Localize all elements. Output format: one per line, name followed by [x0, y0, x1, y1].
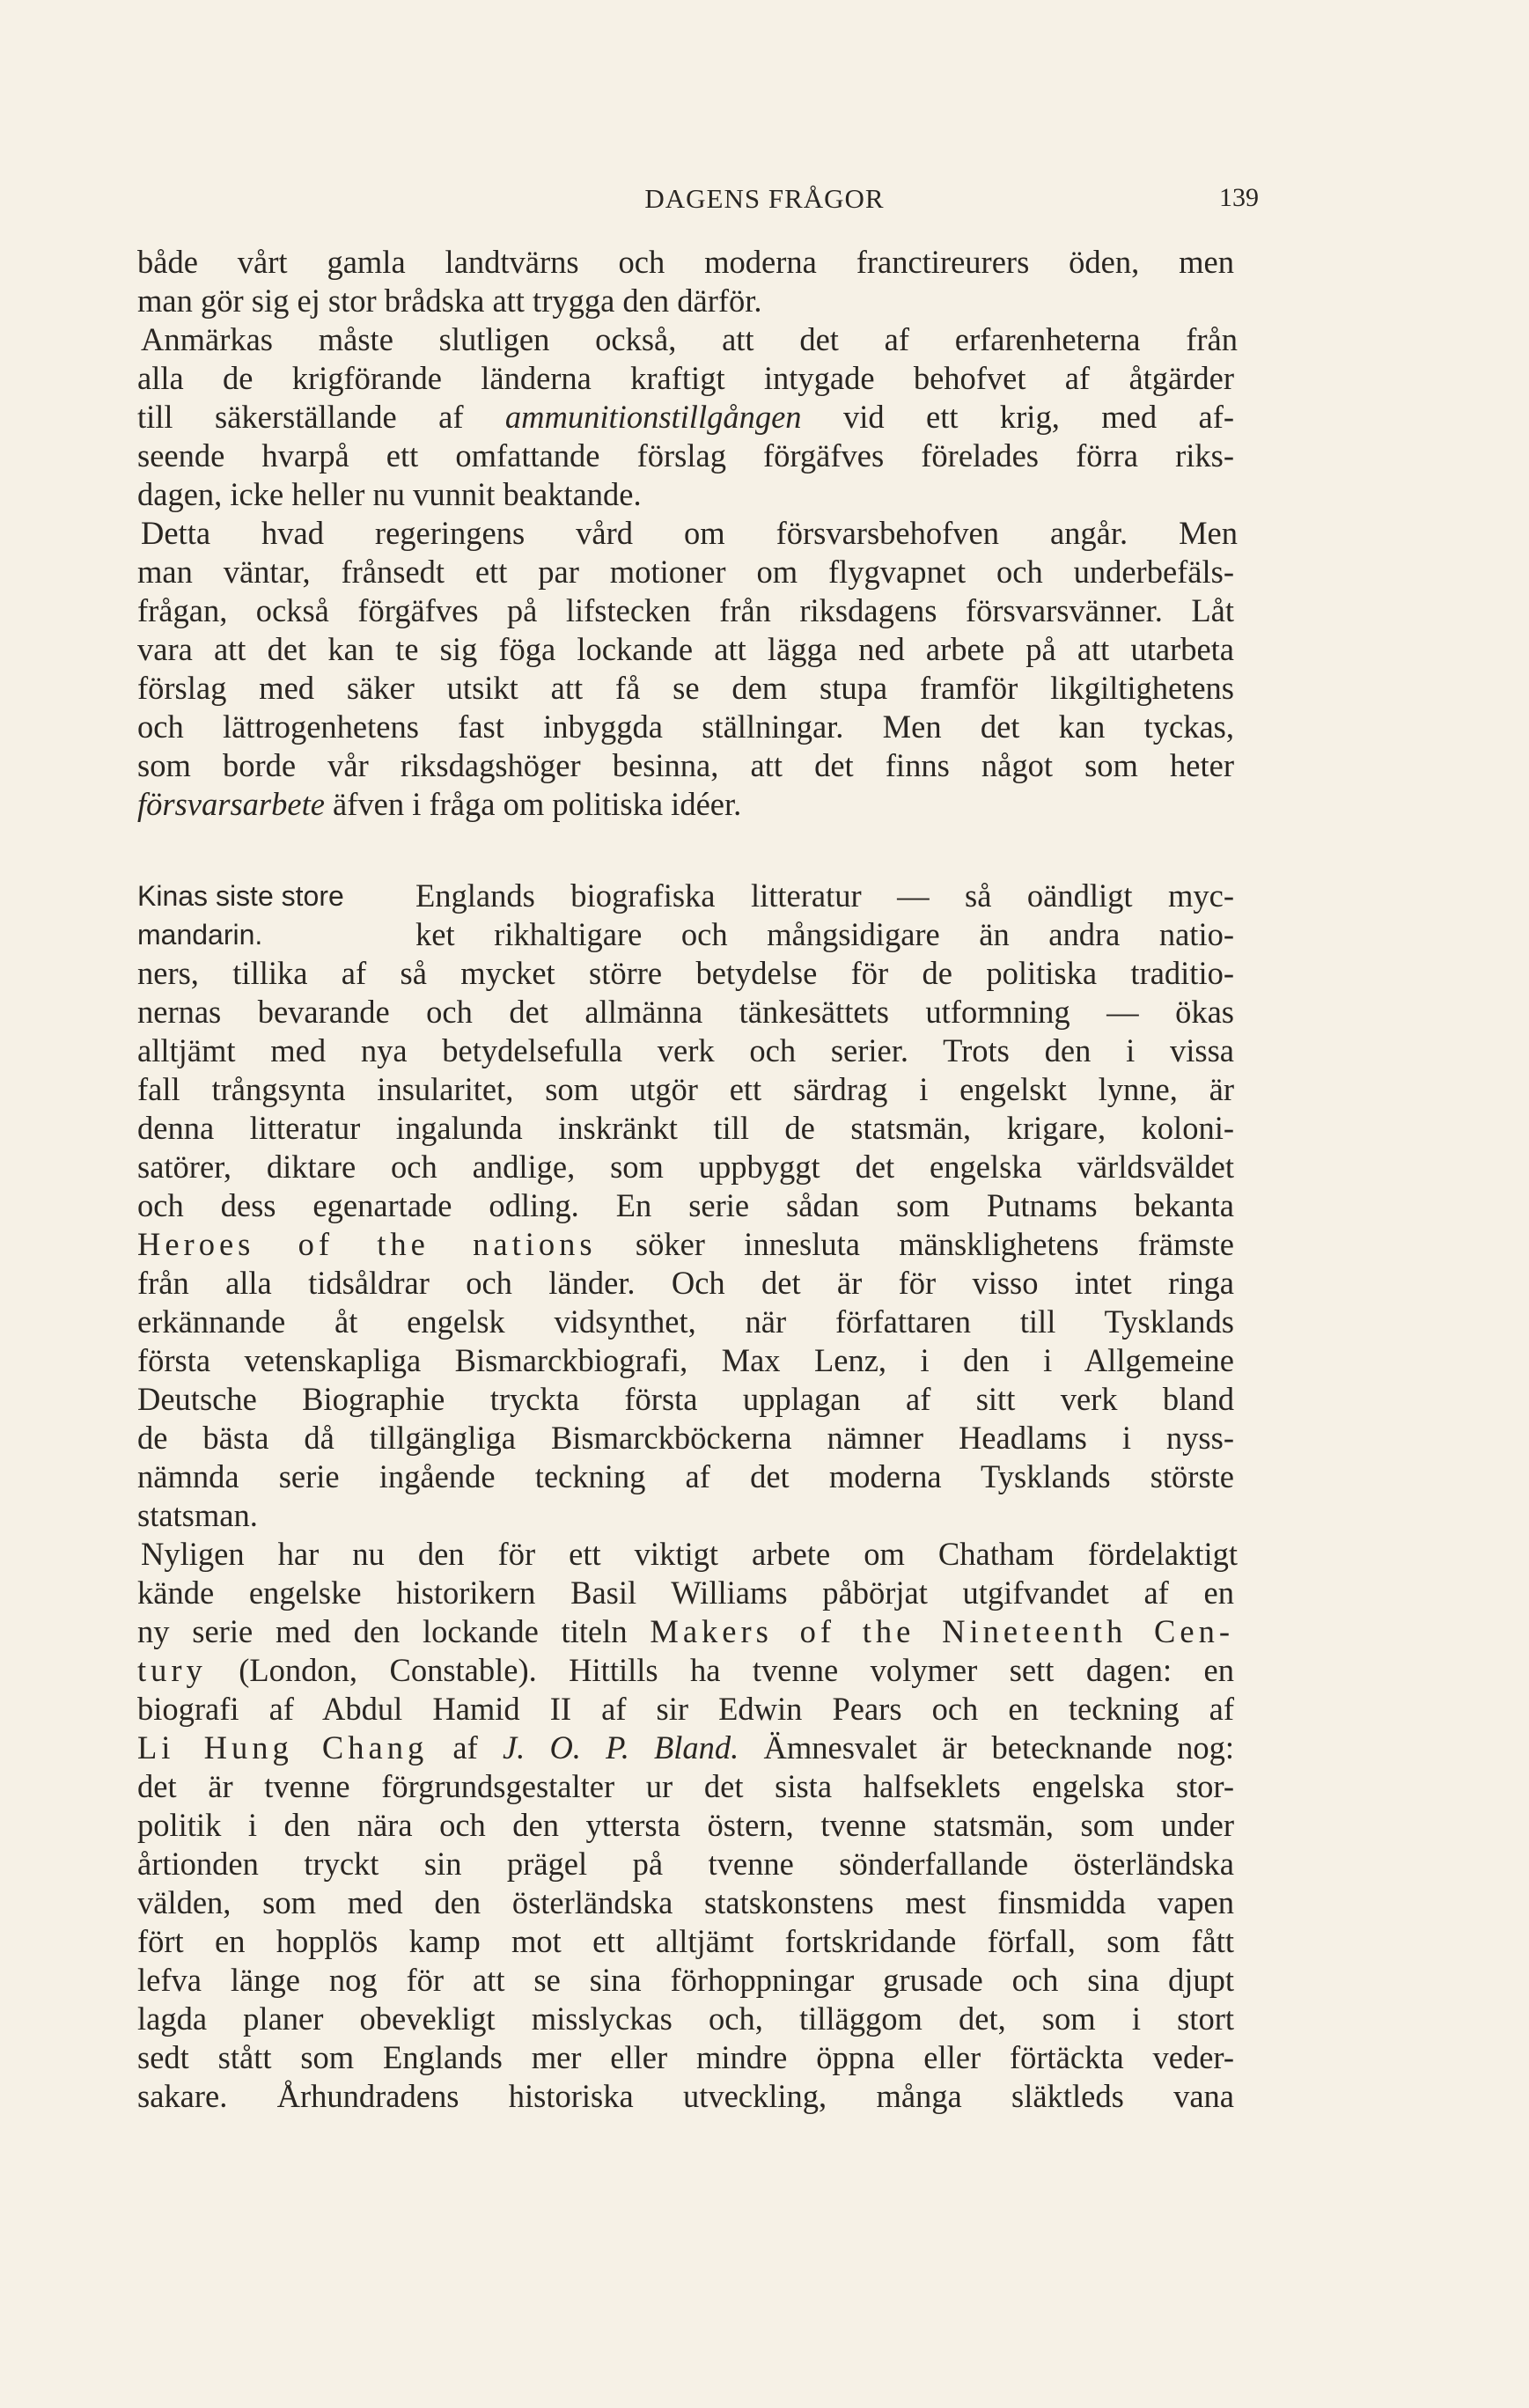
text-line: Li Hung Chang af J. O. P. Bland. Ämnesvalet är betecknande nog:	[137, 1729, 1235, 1766]
text-line: dagen, icke heller nu vunnit beaktande.	[137, 476, 642, 512]
text-line: välden, som med den österländska statskonstens mest finsmidda vapen	[137, 1884, 1234, 1920]
text-line: alltjämt med nya betydelsefulla verk och serier. Trots den i vissa	[137, 1032, 1234, 1068]
text-line: biografi af Abdul Hamid II af sir Edwin Pears och en teckning af	[137, 1691, 1234, 1727]
text-line: till säkerställande af ammunitionstillgången vid ett krig, med af-	[137, 399, 1235, 435]
text-line: erkännande åt engelsk vidsynthet, när författaren till Tysklands	[137, 1303, 1234, 1340]
text-line: vara att det kan te sig föga lockande att lägga ned arbete på att utarbeta	[137, 631, 1234, 667]
running-head: DAGENS FRÅGOR	[644, 183, 885, 214]
text-line: från alla tidsåldrar och länder. Och det är för visso intet ringa	[137, 1265, 1234, 1301]
text-line: politik i den nära och den yttersta östern, tvenne statsmän, som under	[137, 1807, 1234, 1843]
text-line: satörer, diktare och andlige, som uppbyggt det engelska världsväldet	[137, 1149, 1234, 1185]
text-line: man väntar, frånsedt ett par motioner om flygvapnet och underbefäls-	[137, 554, 1234, 590]
text-line: årtionden tryckt sin prägel på tvenne sönderfallande österländska	[137, 1846, 1234, 1882]
text-line: Detta hvad regeringens vård om försvarsbehofven angår. Men	[141, 515, 1238, 551]
text-line: som borde vår riksdagshöger besinna, att det finns något som heter	[137, 747, 1234, 783]
text-line: nämnda serie ingående teckning af det moderna Tysklands störste	[137, 1458, 1234, 1494]
text-line: alla de krigförande länderna kraftigt intygade behofvet af åtgärder	[137, 360, 1234, 396]
text-line: både vårt gamla landtvärns och moderna franctireurers öden, men	[137, 244, 1234, 280]
text-line: första vetenskapliga Bismarckbiografi, Max Lenz, i den i Allgemeine	[137, 1342, 1234, 1378]
text-line: sakare. Århundradens historiska utveckling, många släktleds vana	[137, 2078, 1234, 2114]
text-line: försvarsarbete äfven i fråga om politiska idéer.	[137, 786, 742, 822]
text-line: och dess egenartade odling. En serie sådan som Putnams bekanta	[137, 1187, 1234, 1223]
text-line: man gör sig ej stor brådska att trygga den därför.	[137, 283, 762, 319]
text-line: statsman.	[137, 1497, 258, 1533]
text-line: frågan, också förgäfves på lifstecken från riksdagens försvarsvänner. Låt	[137, 592, 1234, 628]
text-line: det är tvenne förgrundsgestalter ur det sista halfseklets engelska stor-	[137, 1768, 1234, 1804]
text-line: nernas bevarande och det allmänna tänkesättets utformning — ökas	[137, 994, 1234, 1030]
spaced-name: Li Hung Chang	[137, 1729, 429, 1766]
italic-term: ammunitionstillgången	[504, 399, 802, 435]
text-line: tury (London, Constable). Hittills ha tvenne volymer sett dagen: en	[137, 1652, 1234, 1688]
page-number: 139	[1219, 183, 1259, 212]
italic-name: J. O. P. Bland.	[502, 1729, 739, 1766]
text-line: de bästa då tillgängliga Bismarckböckerna nämner Headlams i nyss-	[137, 1420, 1234, 1456]
spaced-title: Heroes of the nations	[137, 1226, 597, 1262]
italic-term: försvarsarbete	[137, 786, 325, 822]
spaced-title: tury	[137, 1652, 207, 1688]
text-line: Deutsche Biographie tryckta första upplagan af sitt verk bland	[137, 1381, 1234, 1417]
text-line: ners, tillika af så mycket större betydelse för de politiska traditio-	[137, 955, 1234, 991]
text-line: och lättrogenhetens fast inbyggda ställningar. Men det kan tyckas,	[137, 708, 1234, 745]
text-line: fall trångsynta insularitet, som utgör ett särdrag i engelskt lynne, är	[137, 1071, 1234, 1107]
page-header	[0, 183, 1529, 218]
text-line: lefva länge nog för att se sina förhoppningar grusade och sina djupt	[137, 1962, 1234, 1998]
text-line: ket rikhaltigare och mångsidigare än andra natio-	[415, 916, 1234, 952]
text-line: Nyligen har nu den för ett viktigt arbete om Chatham fördelaktigt	[141, 1536, 1238, 1572]
text-line: förslag med säker utsikt att få se dem stupa framför likgiltighetens	[137, 670, 1234, 706]
text-line: kände engelske historikern Basil Williams påbörjat utgifvandet af en	[137, 1575, 1234, 1611]
spaced-title: Makers of the Nineteenth Cen-	[650, 1613, 1235, 1649]
section-sidenote: Kinas siste store	[137, 880, 344, 912]
text-line: Englands biografiska litteratur — så oändligt myc-	[415, 877, 1234, 914]
text-line: Anmärkas måste slutligen också, att det af erfarenheterna från	[141, 321, 1238, 357]
text-line: Heroes of the nations söker innesluta mänsklighetens främste	[137, 1226, 1235, 1262]
text-line: lagda planer obevekligt misslyckas och, tilläggom det, som i stort	[137, 2001, 1234, 2037]
text-line: ny serie med den lockande titeln Makers of the Nineteenth Cen-	[137, 1613, 1235, 1649]
text-line: sedt stått som Englands mer eller mindre öppna eller förtäckta veder-	[137, 2039, 1234, 2075]
text-line: denna litteratur ingalunda inskränkt till de statsmän, krigare, koloni-	[137, 1110, 1234, 1146]
text-line: seende hvarpå ett omfattande förslag förgäfves förelades förra riks-	[137, 437, 1234, 474]
text-line: fört en hopplös kamp mot ett alltjämt fortskridande förfall, som fått	[137, 1923, 1234, 1959]
section-sidenote: mandarin.	[137, 919, 263, 951]
